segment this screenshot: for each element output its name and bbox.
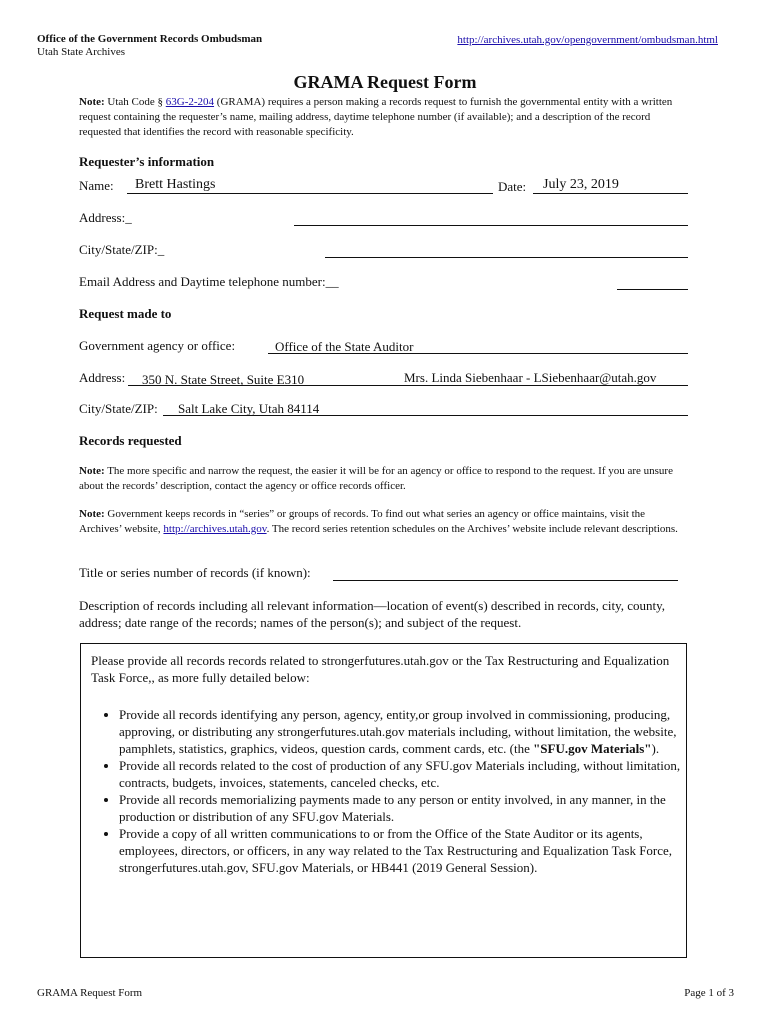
note-specificity: Note: The more specific and narrow the request, the easier it will be for an agency or office to respond to the request. If you are unsure about the records’ description, contact the agency or office records officer. <box>79 465 673 492</box>
utah-code-link[interactable]: 63G-2-204 <box>165 96 215 108</box>
footer-page-number: Page 1 of 3 <box>684 987 734 999</box>
section-records-heading: Records requested <box>79 433 182 448</box>
date-value[interactable]: July 23, 2019 <box>543 177 619 192</box>
note-series: Note: Government keeps records in “series” or groups of records. To find out what series an agency or office maintains, visit the Archives’ website, http://archives.utah.gov. The record series retention schedules on the Archives’ website include relevant descriptions. <box>79 508 678 535</box>
page-title: GRAMA Request Form <box>293 72 477 92</box>
email-phone-field-line[interactable] <box>617 289 688 290</box>
agency-value[interactable]: Office of the State Auditor <box>275 339 414 354</box>
note-label: Note: <box>79 508 105 520</box>
city-state-zip-field-line[interactable] <box>325 257 688 258</box>
footer-form-name: GRAMA Request Form <box>37 987 143 999</box>
request-item: • Provide all records memorializing payments made to any person or entity involved, in any manner, in the production or distribution of any SFU.gov Materials. <box>119 791 704 825</box>
header-url-link[interactable]: http://archives.utah.gov/opengovernment/ombudsman.html <box>457 34 718 46</box>
section-requester-heading: Requester’s information <box>79 154 215 169</box>
name-label: Name: <box>79 178 114 193</box>
name-value[interactable]: Brett Hastings <box>135 177 216 192</box>
address-label: Address:_ <box>79 210 132 225</box>
request-list <box>91 706 704 876</box>
agency-address-value[interactable]: 350 N. State Street, Suite E310 <box>142 372 305 387</box>
name-field-line[interactable] <box>127 193 493 194</box>
description-box[interactable] <box>80 643 687 958</box>
city-state-zip-label: City/State/ZIP:_ <box>79 242 165 257</box>
description-intro: Please provide all records records related to strongerfutures.utah.gov or the Tax Restructuring and Equalization Task Force,, as more fully detailed below: <box>91 653 670 685</box>
series-title-label: Title or series number of records (if known): <box>79 565 311 580</box>
request-item: • Provide a copy of all written communications to or from the Office of the State Auditor or its agents, employees, directors, or officers, in any way related to the Tax Restructuring and Equalization Task Force, strongerfutures.utah.gov, SFU.gov Materials, or HB441 (2019 General Session). <box>119 825 704 876</box>
agency-city-value[interactable]: Salt Lake City, Utah 84114 <box>178 401 320 416</box>
header-org-block <box>37 33 262 59</box>
header-org: Office of the Government Records Ombudsman <box>37 33 263 45</box>
section-request-to-heading: Request made to <box>79 306 172 321</box>
agency-contact-value[interactable]: Mrs. Linda Siebenhaar - LSiebenhaar@utah.gov <box>404 370 657 385</box>
agency-city-label: City/State/ZIP: <box>79 401 158 416</box>
header-sub: Utah State Archives <box>37 46 125 58</box>
archives-link[interactable]: http://archives.utah.gov <box>163 523 267 535</box>
agency-address-label: Address: <box>79 370 126 385</box>
date-field-line[interactable] <box>533 193 688 194</box>
description-label: Description of records including all relevant information—location of event(s) described in records, city, county, address; date range of the records; names of the person(s); and subject of the request. <box>79 598 666 630</box>
note-label: Note: <box>79 96 105 108</box>
series-title-field-line[interactable] <box>333 580 678 581</box>
email-phone-label: Email Address and Daytime telephone number:__ <box>79 274 339 289</box>
note-label: Note: <box>79 465 105 477</box>
request-item: • Provide all records related to the cost of production of any SFU.gov Materials including, without limitation, contracts, budgets, invoices, statements, canceled checks, etc. <box>119 757 704 791</box>
request-item: • Provide all records identifying any person, agency, entity,or group involved in commissioning, producing, approving, or distributing any strongerfutures.utah.gov materials including, without limitation, the website, pamphlets, statistics, graphics, videos, question cards, comment cards, etc. (the "SFU.gov Materials"). <box>119 706 704 757</box>
agency-label: Government agency or office: <box>79 338 236 353</box>
note-grama-requirements: Note: Utah Code § 63G-2-204 (GRAMA) requires a person making a records request to furnish the governmental entity with a written request containing the requester’s name, mailing address, daytime telephone number (if available); and a description of the record requested that identifies the record with reasonable specificity. <box>79 96 673 138</box>
address-field-line[interactable] <box>294 225 688 226</box>
date-label: Date: <box>498 179 527 194</box>
